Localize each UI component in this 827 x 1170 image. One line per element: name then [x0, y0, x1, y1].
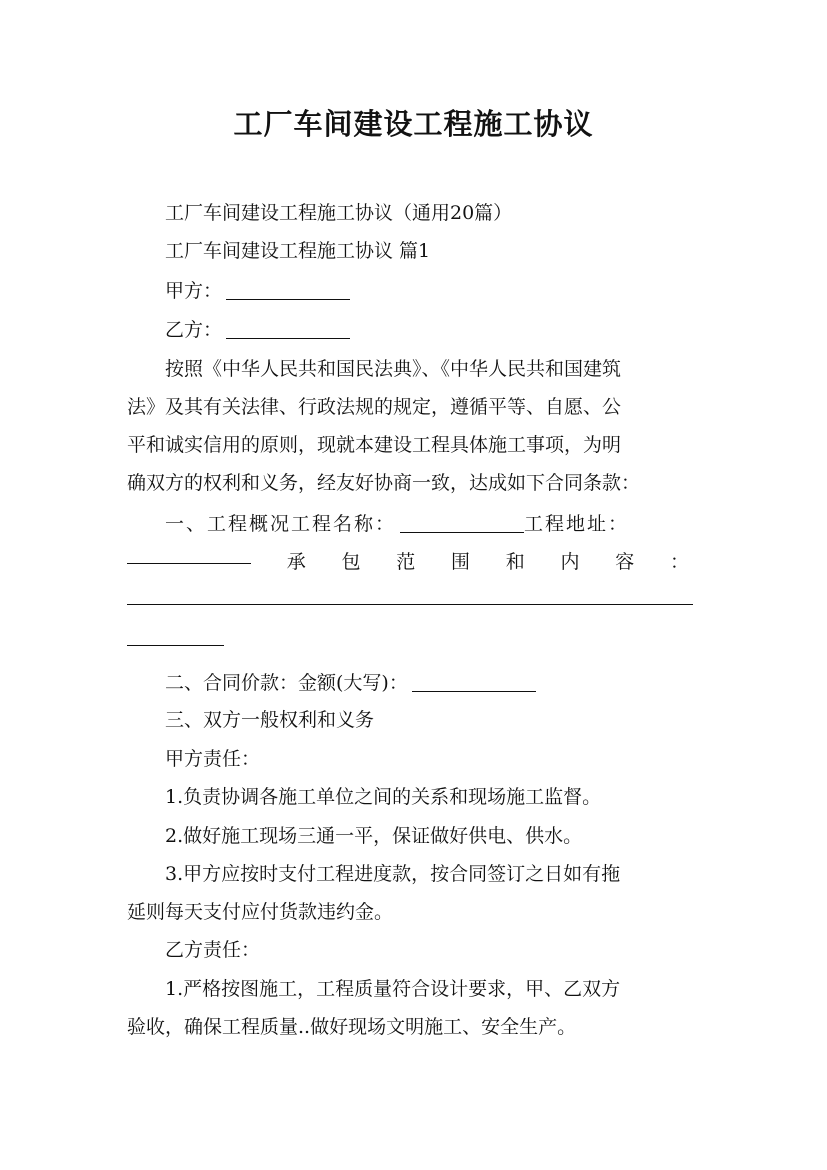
party-b-blank[interactable]	[226, 318, 350, 339]
party-a-blank[interactable]	[226, 279, 350, 300]
amount-blank[interactable]	[412, 671, 536, 692]
scope-char: 内	[560, 551, 580, 573]
party-b-duty-1-line-1: 1.严格按图施工，工程质量符合设计要求，甲、乙双方	[165, 978, 621, 1000]
party-a-duty-3-line-2: 延则每天支付应付货款违约金。	[127, 901, 394, 923]
section-2-label: 二、合同价款：金额(大写)：	[165, 672, 408, 694]
party-a-duty-3-line-1: 3.甲方应按时支付工程进度款，按合同签订之日如有拖	[165, 863, 621, 885]
address-blank[interactable]	[127, 543, 251, 564]
paragraph-preamble-line-2: 法》及其有关法律、行政法规的规定，遵循平等、自愿、公	[127, 396, 622, 418]
party-a-duties-heading: 甲方责任：	[165, 748, 261, 770]
scope-char: 承	[286, 551, 306, 573]
paragraph-preamble-line-1: 按照《中华人民共和国民法典》、《中华人民共和国建筑	[165, 358, 622, 380]
scope-char: 容	[615, 551, 635, 573]
party-a-label: 甲方：	[165, 280, 223, 302]
scope-char: 和	[505, 551, 525, 573]
scope-char: ：	[669, 551, 689, 573]
scope-char: 包	[341, 551, 361, 573]
party-a-line	[127, 272, 703, 310]
section-1-address-label: 工程地址：	[524, 513, 630, 535]
paragraph-preamble-line-3: 平和诚实信用的原则，现就本建设工程具体施工事项，为明	[127, 434, 622, 456]
scope-blank-line-end[interactable]	[127, 645, 224, 646]
section-1-project-name-label: 一、工程概况工程名称：	[165, 513, 397, 535]
paragraph-preamble-line-4: 确双方的权利和义务，经友好协商一致，达成如下合同条款：	[127, 472, 641, 494]
project-name-blank[interactable]	[400, 512, 524, 533]
scope-char: 围	[450, 551, 470, 573]
scope-blank-line[interactable]	[127, 604, 693, 605]
party-b-duty-1-line-2: 验收，确保工程质量..做好现场文明施工、安全生产。	[127, 1016, 577, 1038]
party-a-duty-1: 1.负责协调各施工单位之间的关系和现场施工监督。	[165, 786, 602, 808]
document-title: 工厂车间建设工程施工协议	[233, 107, 594, 141]
party-b-line	[127, 311, 703, 349]
party-b-label: 乙方：	[165, 319, 223, 341]
party-b-duties-heading: 乙方责任：	[165, 939, 261, 961]
section-2-line	[127, 664, 703, 702]
paragraph-collection-title: 工厂车间建设工程施工协议（通用20篇）	[165, 202, 513, 224]
section-1-line-2	[127, 543, 689, 581]
scope-char: 范	[396, 551, 416, 573]
party-a-duty-2: 2.做好施工现场三通一平，保证做好供电、供水。	[165, 825, 583, 847]
section-3-heading: 三、双方一般权利和义务	[165, 709, 375, 731]
paragraph-chapter-heading: 工厂车间建设工程施工协议 篇1	[165, 240, 431, 262]
section-1-line-1	[127, 505, 703, 543]
